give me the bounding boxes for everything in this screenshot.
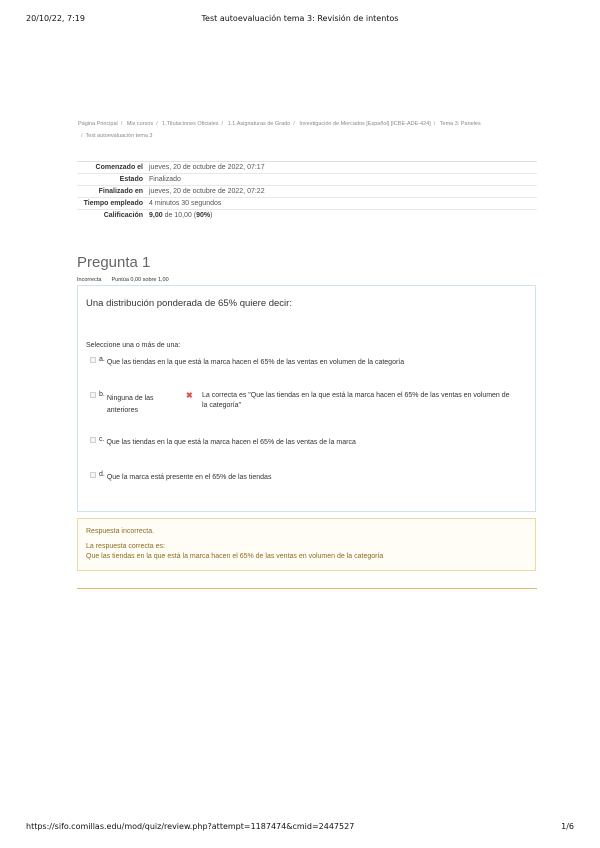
- print-title: Test autoevaluación tema 3: Revisión de intentos: [201, 14, 399, 23]
- print-footer: [26, 822, 574, 834]
- summary-row: [77, 186, 537, 198]
- summary-value: 4 minutos 30 segundos: [149, 200, 222, 207]
- option-text: Ninguna de las anteriores: [106, 395, 154, 414]
- feedback-text: La correcta es "Que las tiendas en la que está la marca hacen el 65% de las ventas en volumen de la categoría": [202, 392, 510, 409]
- breadcrumb-item-asignaturas[interactable]: 1.1.Asignaturas de Grado: [227, 121, 291, 127]
- divider: [77, 588, 537, 589]
- breadcrumb-item-titulaciones[interactable]: 1.Titulaciones Oficiales: [162, 121, 219, 127]
- print-header: [26, 14, 574, 26]
- option-letter: c.: [99, 436, 105, 443]
- question-prompt: Seleccione una o más de una:: [86, 342, 181, 349]
- summary-value: jueves, 20 de octubre de 2022, 07:17: [149, 164, 265, 171]
- grade-percent: 90%: [196, 212, 211, 219]
- breadcrumb-item-quiz[interactable]: Test autoevaluación tema 3: [85, 133, 153, 139]
- attempt-summary-table: [77, 161, 537, 221]
- breadcrumb-item-course[interactable]: Investigación de Mercados [Español] [ICBE-ADE-424]: [299, 121, 431, 127]
- incorrect-x-icon: ✖: [186, 391, 193, 400]
- question-mark: Puntúa 0,00 sobre 1,00: [111, 277, 169, 283]
- breadcrumb-separator: /: [120, 121, 123, 127]
- option-a-checkbox[interactable]: [90, 357, 96, 363]
- breadcrumb-item-courses[interactable]: Mis cursos: [126, 121, 154, 127]
- summary-label: Estado: [119, 176, 143, 183]
- answer-label: La respuesta correcta es:: [86, 543, 165, 550]
- summary-row: [77, 174, 537, 186]
- grade-score: 9,00: [149, 212, 163, 219]
- breadcrumb-item-home[interactable]: Página Principal: [78, 121, 118, 127]
- correct-answer-box: [77, 518, 536, 571]
- breadcrumb-separator: /: [221, 121, 224, 127]
- page-number: 1/6: [561, 822, 574, 831]
- option-b-checkbox[interactable]: [90, 392, 96, 398]
- option-letter: a.: [99, 356, 105, 363]
- option-text: Que las tiendas en la que está la marca hacen el 65% de las ventas en volumen de la categoría: [106, 359, 405, 366]
- summary-row-grade: [77, 210, 537, 222]
- breadcrumb-separator: /: [293, 121, 295, 127]
- option-d: [90, 471, 272, 481]
- summary-label: Tiempo empleado: [83, 200, 143, 207]
- answer-text: Que las tiendas en la que está la marca hacen el 65% de las ventas en volumen de la categoría: [86, 553, 384, 560]
- option-c: [90, 436, 356, 446]
- summary-value: Finalizado: [149, 176, 181, 183]
- breadcrumb-separator: /: [156, 121, 158, 127]
- option-letter: d.: [99, 471, 105, 478]
- question-text: Una distribución ponderada de 65% quiere decir:: [86, 298, 292, 309]
- grade-of: de 10,00 (: [164, 212, 197, 219]
- option-text: Que las tiendas en la que está la marca hacen el 65% de las ventas de la marca: [106, 439, 356, 446]
- question-title: Pregunta 1: [77, 254, 151, 271]
- summary-row: [77, 198, 537, 210]
- option-a: [90, 356, 405, 366]
- summary-label: Finalizado en: [98, 188, 143, 195]
- print-date: 20/10/22, 7:19: [26, 14, 85, 23]
- breadcrumb-item-topic[interactable]: Tema 3: Paneles: [439, 121, 481, 127]
- question-status: Incorrecta: [77, 277, 102, 283]
- option-letter: b.: [99, 391, 105, 398]
- breadcrumb-separator: /: [433, 121, 436, 127]
- question-meta: [77, 277, 169, 283]
- answer-status: Respuesta incorrecta.: [86, 528, 155, 535]
- grade-label: Calificación: [103, 212, 143, 219]
- option-d-checkbox[interactable]: [90, 472, 96, 478]
- grade-value: [149, 210, 537, 222]
- print-url: https://sifo.comillas.edu/mod/quiz/review.php?attempt=1187474&cmid=2447527: [26, 822, 355, 831]
- summary-label: Comenzado el: [95, 164, 143, 171]
- breadcrumb-separator: /: [81, 133, 83, 139]
- option-b: [90, 391, 167, 415]
- breadcrumb: [78, 118, 528, 142]
- option-text: Que la marca está presente en el 65% de las tiendas: [106, 474, 272, 481]
- option-c-checkbox[interactable]: [90, 437, 96, 443]
- summary-value: jueves, 20 de octubre de 2022, 07:22: [149, 188, 265, 195]
- option-feedback: [186, 391, 516, 411]
- question-box: [77, 285, 536, 512]
- summary-row: [77, 162, 537, 174]
- grade-close: ): [210, 212, 213, 219]
